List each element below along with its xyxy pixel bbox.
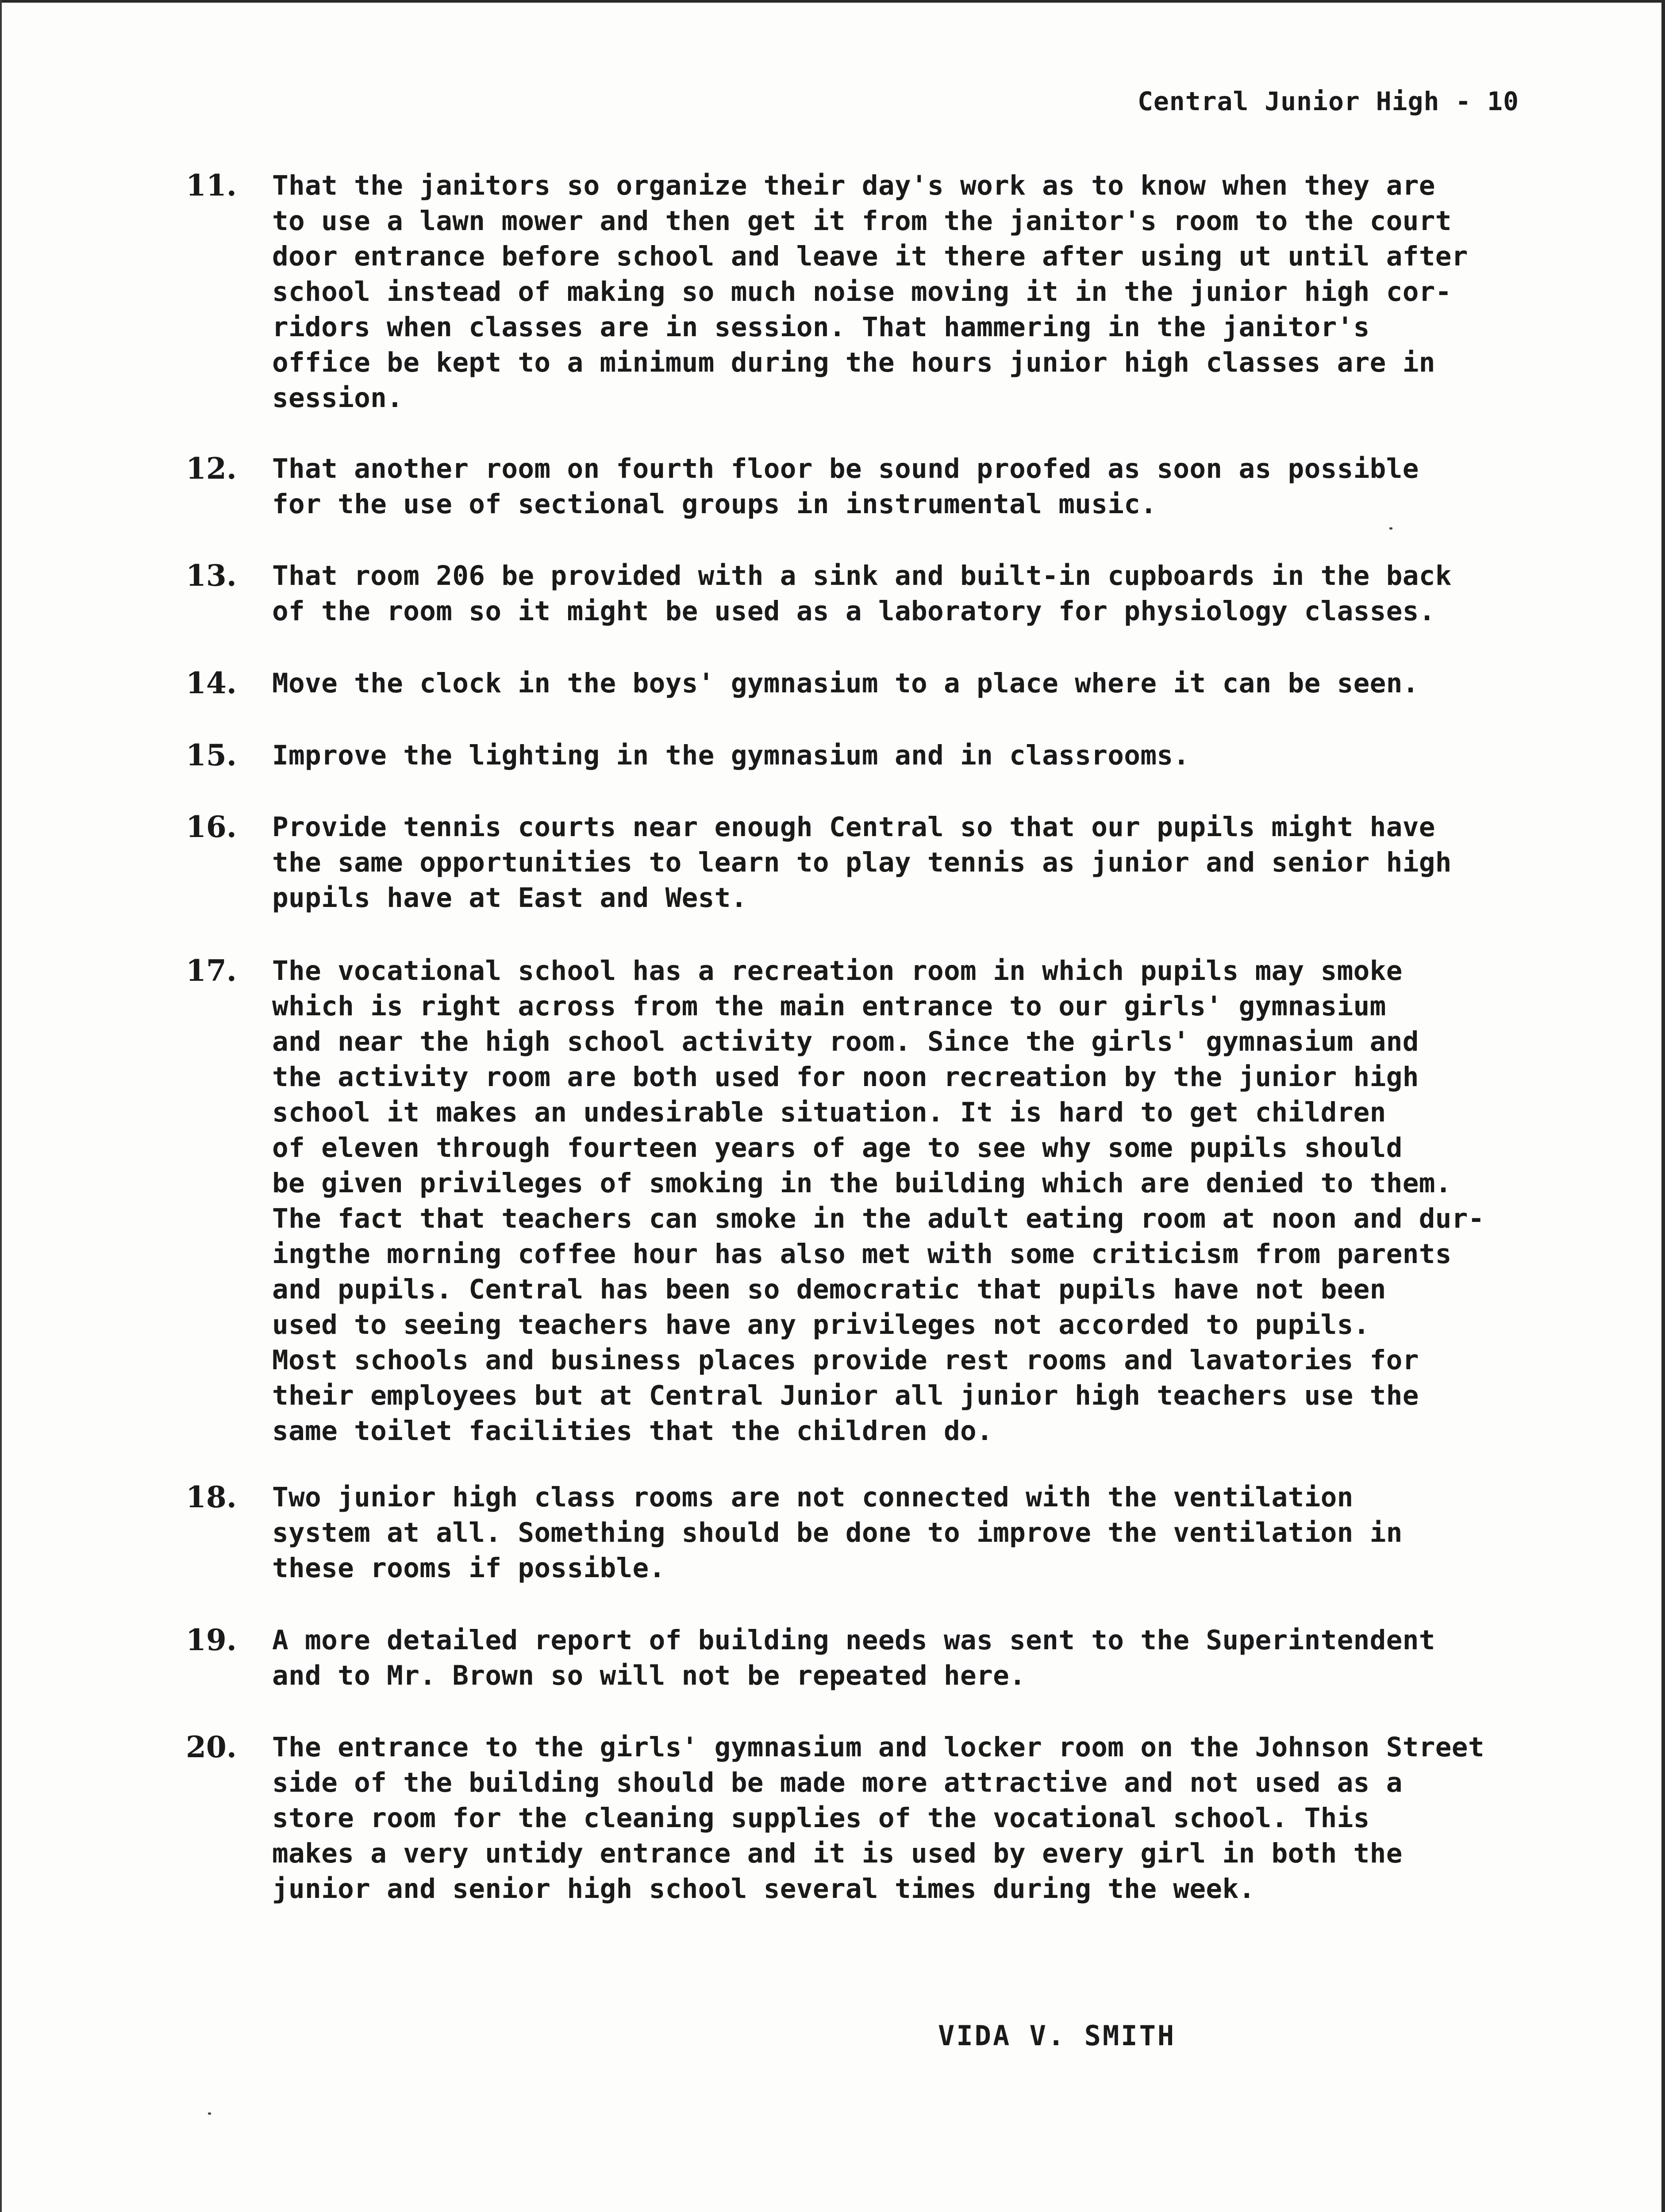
scan-border-top <box>0 0 1665 3</box>
item-text: That room 206 be provided with a sink and built-in cupboards in the back of the room so it might be used as a laboratory for physiology classes. <box>272 560 1452 627</box>
item-text: Improve the lighting in the gymnasium and in classrooms. <box>272 740 1190 771</box>
item-number: 20. <box>186 1730 237 1764</box>
item-number: 17. <box>186 953 237 988</box>
item-text: Move the clock in the boys' gymnasium to a place where it can be seen. <box>272 668 1419 699</box>
item-text: A more detailed report of building needs was sent to the Superintendent and to Mr. Brown so will not be repeated here. <box>272 1624 1435 1691</box>
scan-border-left <box>0 0 2 2212</box>
item-number: 14. <box>186 666 237 700</box>
item-text: The vocational school has a recreation room in which pupils may smoke which is right across from the main entrance to our girls' gymnasium and near the high school activity room. Since the girls' gymnasium and the activity room are both used for noon recreation by the junior high school it makes an undesirable situation. It is hard to get children of eleven through fourteen years of age to see why some pupils should be given privileges of smoking in the building which are denied to them. The fact that teachers can smoke in the adult eating room at noon and dur- ingthe morning coffee hour has also met with some criticism from parents and pupils. Central has been so democratic that pupils have not been used to seeing teachers have any privileges not accorded to pupils. Most schools and business places provide rest rooms and lavatories for their employees but at Central Junior all junior high teachers use the same toilet facilities that the children do. <box>272 955 1484 1447</box>
scan-border-right <box>1661 0 1665 2212</box>
item-text: The entrance to the girls' gymnasium and locker room on the Johnson Street side of the building should be made more attractive and not used as a store room for the cleaning supplies of the vocational school. This makes a very untidy entrance and it is used by every girl in both the junior and senior high school several times during the week. <box>272 1732 1484 1905</box>
item-number: 16. <box>186 810 237 844</box>
item-number: 18. <box>186 1480 237 1514</box>
scan-speck <box>208 2112 211 2115</box>
item-text: Provide tennis courts near enough Central so that our pupils might have the same opportunities to learn to play tennis as junior and senior high pupils have at East and West. <box>272 811 1452 914</box>
page-header: Central Junior High - 10 <box>1137 86 1519 116</box>
item-number: 12. <box>186 451 237 486</box>
item-number: 19. <box>186 1623 237 1657</box>
item-text: That another room on fourth floor be sound proofed as soon as possible for the use of sectional groups in instrumental music. <box>272 453 1419 520</box>
item-number: 15. <box>186 738 237 772</box>
item-text: Two junior high class rooms are not connected with the ventilation system at all. Something should be done to improve the ventilation in these rooms if possible. <box>272 1482 1403 1584</box>
signature: VIDA V. SMITH <box>938 2020 1176 2052</box>
item-text: That the janitors so organize their day's work as to know when they are to use a lawn mower and then get it from the janitor's room to the court door entrance before school and leave it there after using ut until after school instead of making so much noise moving it in the junior high cor- ridors when classes are in session. That hammering in the janitor's office be kept to a minimum during the hours junior high classes are in session. <box>272 170 1468 414</box>
item-number: 11. <box>186 168 237 203</box>
item-number: 13. <box>186 558 237 593</box>
scan-speck <box>1389 527 1392 530</box>
